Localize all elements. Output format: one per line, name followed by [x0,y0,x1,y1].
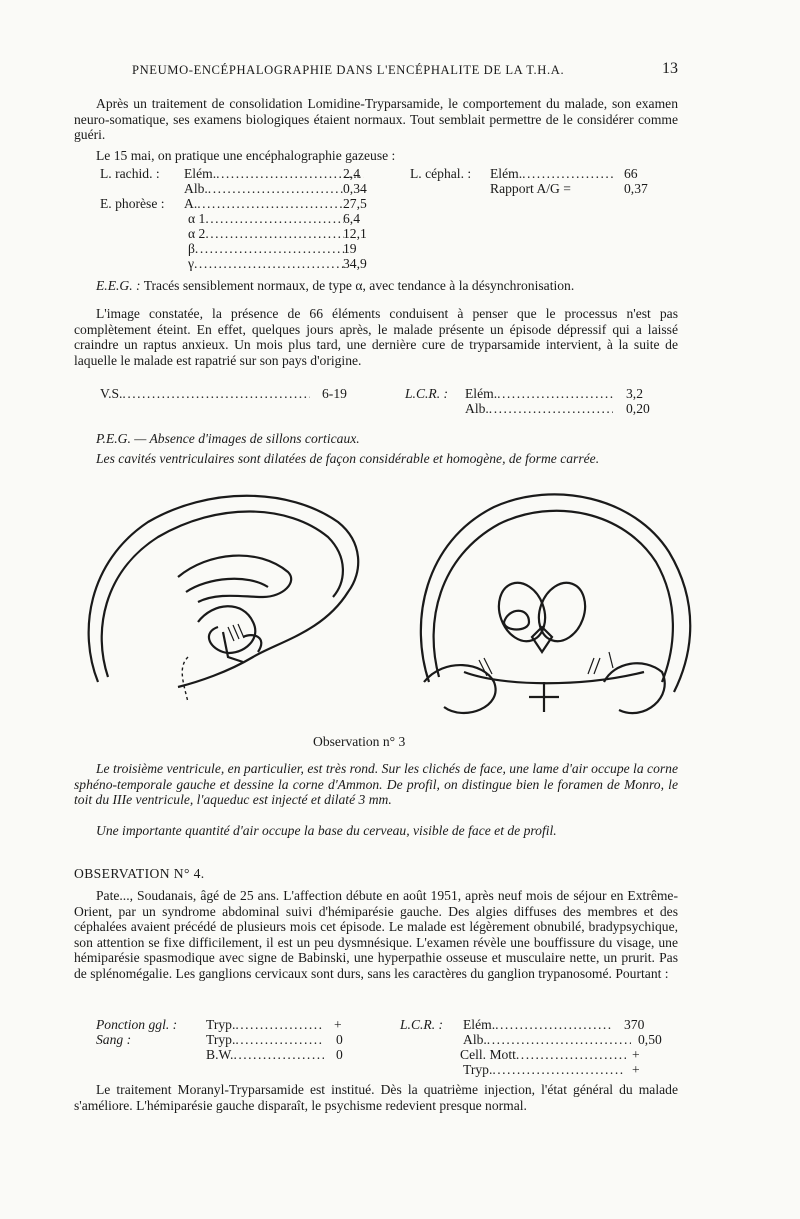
lab-label: α 1 [188,211,206,226]
eeg-text: Tracés sensiblement normaux, de type α, avec tendance à la désynchronisation. [143,278,575,293]
lab-row [184,181,344,197]
page-number: 13 [662,60,678,77]
lab-label: V.S. [100,386,123,401]
eeg-label: E.E.G. : [96,278,141,293]
lab-value: 2,4 [343,166,360,181]
ephorese-label: E. phorèse : [100,196,165,211]
lab-label: B.W. [206,1047,234,1062]
lab-value: + [632,1062,640,1077]
lab-row [188,211,344,227]
paragraph-consolidation: Après un traitement de consolidation Lomidine-Tryparsamide, le comportement du malade, son examen neuro-somatique, ses examens biologiques étaient normaux. Tout semblait permettre de le considérer comme guéri. [74,96,678,142]
lab-row [184,196,344,212]
brain-profile-drawing [78,482,368,722]
paragraph-case: Pate..., Soudanais, âgé de 25 ans. L'affection débute en août 1951, après neuf mois de séjour en Extrême-Orient, par un syndrome abdominal suivi d'hémiparésie gauche. Des algies diffuses des membres et des céphalées avaient précédé de plusieurs mois cet épisode. Le malade est légèrement obnubilé, bradypsychique, son attention se fixe difficilement, il est un peu dysmnésique. L'examen révèle une bouffissure du visage, une hémiparésie spasmodique avec signe de Babinski, une hyperpathie osseuse et musculaire nette, un prurit. Pas de splénomégalie. Les ganglions cervicaux sont durs, sans les caractères du ganglion trypanosomé. Pourtant : [74,888,678,981]
lab-row [490,166,616,182]
lab-row [188,256,344,272]
lab-row [188,241,344,257]
lab-label: Tryp. [206,1032,236,1047]
lcr-label: L.C.R. : [405,386,449,401]
figure-description-1: Le troisième ventricule, en particulier, est très rond. Sur les clichés de face, une lame d'air occupe la corne sphéno-temporale gauche et dessine la corne d'Ammon. De profil, on distingue bien le foramen de Monro, le toit du IIIe ventricule, l'aqueduc est injecté et dilaté 3 mm. [74,761,678,807]
lab-value: 27,5 [343,196,367,211]
lab-label: A. [184,196,198,211]
lab-row [100,386,310,402]
paragraph-treatment: Le traitement Moranyl-Tryparsamide est institué. Dès la quatrième injection, l'état général du malade s'améliore. L'hémiparésie gauche disparaît, le psychisme redevient presque normal. [74,1082,678,1113]
lab-label: Alb. [463,1032,487,1047]
lab-row [184,166,364,182]
paragraph-encephalography: Le 15 mai, on pratique une encéphalographie gazeuse : [96,148,396,163]
figure-caption: Observation n° 3 [313,734,406,749]
eeg-paragraph [74,278,678,294]
lab-value: 0,20 [626,401,650,416]
lab-value: 34,9 [343,256,367,271]
lab-value: 370 [624,1017,645,1032]
lab-value: 6,4 [343,211,360,226]
lab-label: Tryp. [206,1017,236,1032]
running-title: PNEUMO-ENCÉPHALOGRAPHIE DANS L'ENCÉPHALITE DE LA T.H.A. [132,63,565,77]
lab-value: 6-19 [322,386,347,401]
lab-label: Elém. [490,166,523,181]
observation-title: OBSERVATION N° 4. [74,866,205,881]
lab-value: 19 [343,241,357,256]
lab-row [465,401,613,417]
lab-label: Elém. [463,1017,496,1032]
lab-label: β [188,241,195,256]
lab-row [206,1032,324,1048]
ponction-label: Ponction ggl. : [96,1017,178,1032]
brain-face-drawing [404,482,704,732]
lab-label: Alb. [184,181,208,196]
lab-row [463,1017,611,1033]
lab-row [206,1047,324,1063]
lab-value: 0,37 [624,181,648,196]
lab-label: Cell. Mott [460,1047,516,1062]
lab-value: + [632,1047,640,1062]
lab-label: γ [188,256,195,271]
lab-label: Tryp. [463,1062,493,1077]
lab-label: Elém. [184,166,217,181]
lab-value: 66 [624,166,638,181]
lab-value: 0,50 [638,1032,662,1047]
lab-value: 0 [336,1047,343,1062]
lab-label: Alb. [465,401,489,416]
l-rachid-label: L. rachid. : [100,166,160,181]
lab-value: 0,34 [343,181,367,196]
figure-description-2: Une importante quantité d'air occupe la base du cerveau, visible de face et de profil. [96,823,557,838]
lab-label: Elém. [465,386,498,401]
sang-label: Sang : [96,1032,132,1047]
lab-row [465,386,613,402]
lab-value: 12,1 [343,226,367,241]
lab-label: α 2 [188,226,206,241]
peg-description: Les cavités ventriculaires sont dilatées de façon considérable et homogène, de forme carrée. [96,451,600,466]
paragraph-image: L'image constatée, la présence de 66 éléments conduisent à penser que le processus n'est pas complètement éteint. En effet, quelques jours après, le malade présente un épisode dépressif qui a laissé craindre un raptus anxieux. Un mois plus tard, une dernière cure de tryparsamide intervient, à la suite de laquelle le malade est rapatrié sur son pays d'origine. [74,306,678,368]
lab-value: 0 [336,1032,343,1047]
l-cephal-label: L. céphal. : [410,166,472,181]
lab-value: + [334,1017,342,1032]
lab-row [206,1017,324,1033]
rapport-label: Rapport A/G = [490,181,571,196]
peg-line: P.E.G. — Absence d'images de sillons corticaux. [96,431,360,446]
lcr-label: L.C.R. : [400,1017,444,1032]
lab-row [460,1047,626,1063]
lab-row [463,1062,625,1078]
lab-row [463,1032,631,1048]
lab-row [188,226,344,242]
lab-value: 3,2 [626,386,643,401]
